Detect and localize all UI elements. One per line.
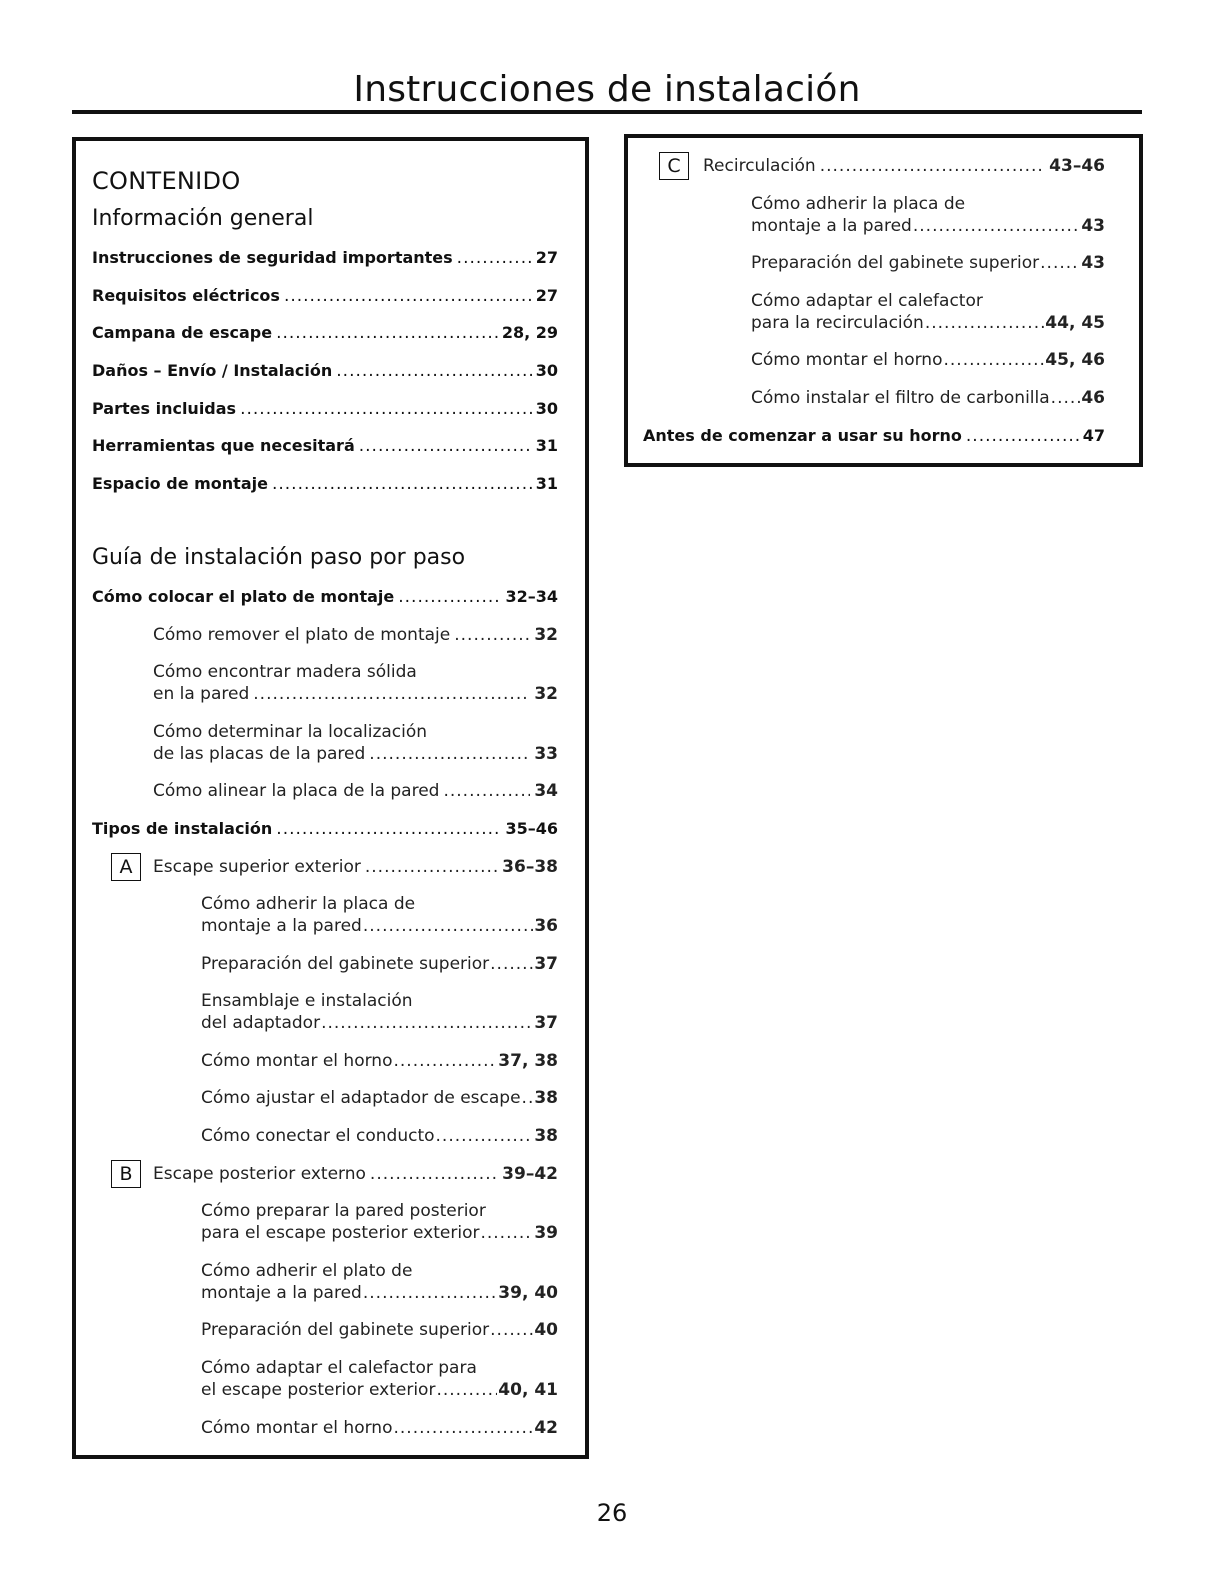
- toc-subentry[interactable]: Cómo remover el plato de montaje ..... 32: [153, 624, 558, 646]
- toc-entry[interactable]: Daños – Envío / Instalación ..... 30: [92, 360, 558, 382]
- title-rule: [72, 110, 1142, 114]
- toc-subentry[interactable]: Cómo montar el horno ..... 37, 38: [201, 1050, 558, 1072]
- toc-subentry-line1: Ensamblaje e instalación: [201, 991, 413, 1011]
- toc-entry[interactable]: Requisitos eléctricos ..... 27: [92, 285, 558, 307]
- general-info-heading: Información general: [92, 206, 314, 231]
- toc-entry[interactable]: Instrucciones de seguridad importantes ..... 27: [92, 247, 558, 269]
- toc-entry[interactable]: Partes incluidas ..... 30: [92, 398, 558, 420]
- toc-entry-section-b[interactable]: Escape posterior externo ..... 39–42: [153, 1163, 558, 1185]
- toc-subentry-line1: Cómo adherir la placa de: [201, 894, 416, 914]
- toc-entry[interactable]: Campana de escape ..... 28, 29: [92, 322, 558, 344]
- toc-entry[interactable]: Antes de comenzar a usar su horno ..... 47: [643, 425, 1105, 447]
- toc-subentry[interactable]: Preparación del gabinete superior ..... 40: [201, 1319, 558, 1341]
- toc-entry-section-a[interactable]: Escape superior exterior ..... 36–38: [153, 856, 558, 878]
- toc-entry[interactable]: Cómo colocar el plato de montaje ..... 32–34: [92, 586, 558, 608]
- toc-subentry[interactable]: Cómo montar el horno ..... 42: [201, 1417, 558, 1439]
- toc-subentry[interactable]: Cómo instalar el filtro de carbonilla ..... 46: [751, 387, 1105, 409]
- toc-subentry[interactable]: el escape posterior exterior ..... 40, 41: [201, 1379, 558, 1401]
- toc-subentry-line1: Cómo adherir la placa de: [751, 194, 966, 214]
- toc-subentry-line1: Cómo adaptar el calefactor: [751, 291, 983, 311]
- toc-subentry[interactable]: de las placas de la pared ..... 33: [153, 743, 558, 765]
- toc-subentry[interactable]: del adaptador ..... 37: [201, 1012, 558, 1034]
- toc-subentry[interactable]: montaje a la pared ..... 36: [201, 915, 558, 937]
- contents-heading: CONTENIDO: [92, 167, 241, 195]
- toc-subentry[interactable]: Cómo alinear la placa de la pared ..... 34: [153, 780, 558, 802]
- toc-subentry[interactable]: Preparación del gabinete superior ..... 37: [201, 953, 558, 975]
- toc-entry[interactable]: Herramientas que necesitará ..... 31: [92, 435, 558, 457]
- toc-subentry[interactable]: en la pared ..... 32: [153, 683, 558, 705]
- toc-subentry[interactable]: para el escape posterior exterior ..... 39: [201, 1222, 558, 1244]
- step-guide-heading: Guía de instalación paso por paso: [92, 545, 466, 570]
- toc-subentry-line1: Cómo adaptar el calefactor para: [201, 1358, 477, 1378]
- section-a-badge: A: [111, 853, 141, 881]
- toc-subentry[interactable]: Cómo ajustar el adaptador de escape ..... 38: [201, 1087, 558, 1109]
- toc-entry-section-c[interactable]: Recirculación ..... 43–46: [703, 155, 1105, 177]
- page-number: 26: [596, 1499, 628, 1527]
- toc-subentry[interactable]: montaje a la pared ..... 43: [751, 215, 1105, 237]
- toc-subentry-line1: Cómo encontrar madera sólida: [153, 662, 417, 682]
- section-b-badge: B: [111, 1160, 141, 1188]
- toc-entry[interactable]: Tipos de instalación ..... 35–46: [92, 818, 558, 840]
- toc-subentry-line1: Cómo adherir el plato de: [201, 1261, 413, 1281]
- toc-subentry[interactable]: Preparación del gabinete superior ..... 43: [751, 252, 1105, 274]
- page-title: Instrucciones de instalación: [353, 69, 861, 110]
- toc-entry[interactable]: Espacio de montaje ..... 31: [92, 473, 558, 495]
- toc-subentry[interactable]: Cómo conectar el conducto ..... 38: [201, 1125, 558, 1147]
- toc-subentry-line1: Cómo determinar la localización: [153, 722, 428, 742]
- toc-subentry-line1: Cómo preparar la pared posterior: [201, 1201, 486, 1221]
- section-c-badge: C: [659, 152, 689, 180]
- toc-subentry[interactable]: montaje a la pared ..... 39, 40: [201, 1282, 558, 1304]
- toc-subentry[interactable]: Cómo montar el horno ..... 45, 46: [751, 349, 1105, 371]
- toc-subentry[interactable]: para la recirculación ..... 44, 45: [751, 312, 1105, 334]
